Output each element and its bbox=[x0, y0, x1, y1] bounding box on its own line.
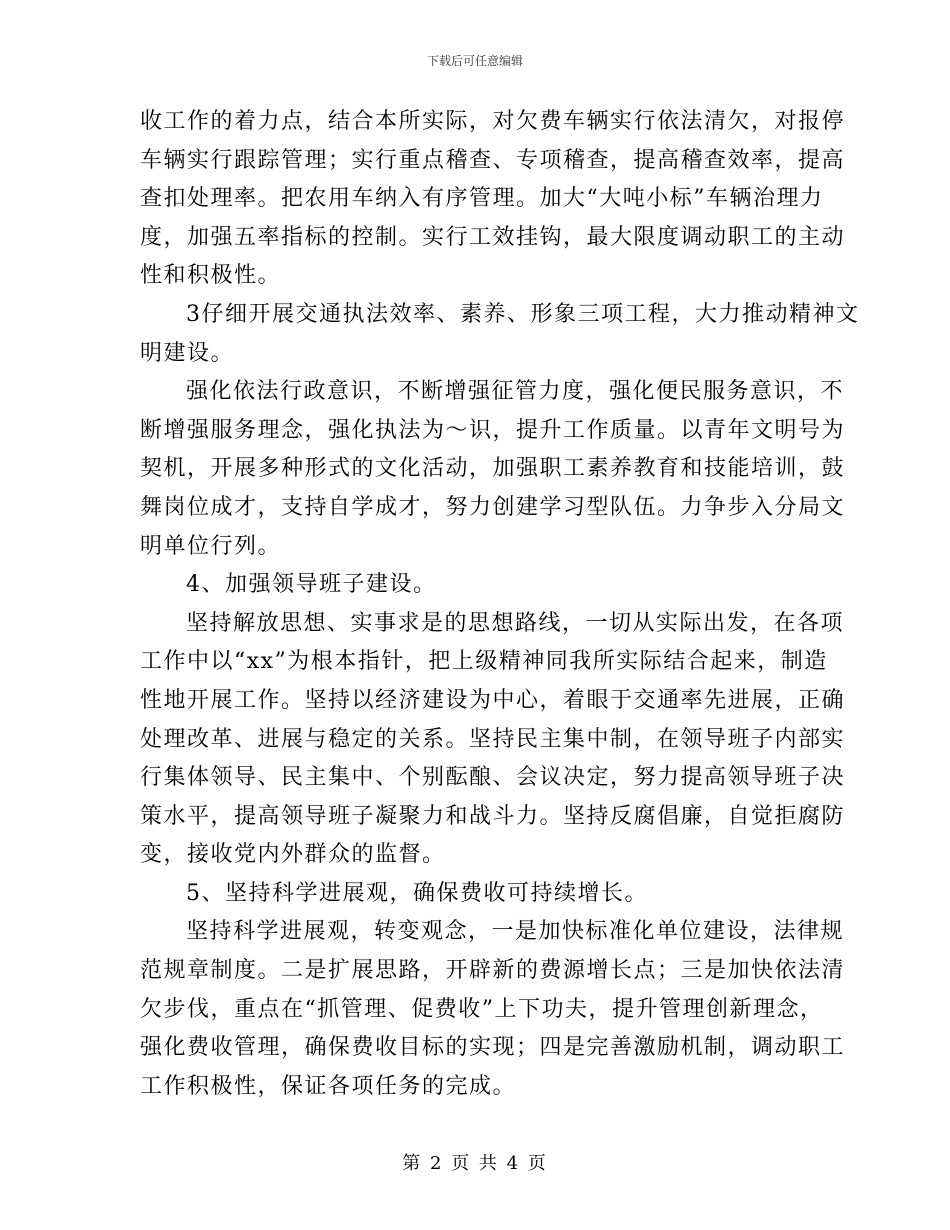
text-line: 车辆实行跟踪管理；实行重点稽查、专项稽查，提高稽查效率，提高 bbox=[140, 147, 846, 173]
paragraph bbox=[140, 566, 812, 605]
header-note: 下载后可任意编辑 bbox=[426, 54, 523, 68]
text-line: 坚持科学进展观，转变观念，一是加快标准化单位建设，法律规 bbox=[186, 919, 845, 945]
paragraph bbox=[140, 373, 846, 566]
text-line: 4、加强领导班子建设。 bbox=[186, 572, 437, 598]
text-line: 舞岗位成才，支持自学成才，努力创建学习型队伍。力争步入分局文 bbox=[140, 494, 846, 520]
text-line: 性地开展工作。坚持以经济建设为中心，着眼于交通率先进展，正确 bbox=[140, 687, 846, 713]
text-line: 行集体领导、民主集中、个别酝酿、会议决定，努力提高领导班子决 bbox=[140, 765, 846, 791]
text-line: 工作中以“xx”为根本指针，把上级精神同我所实际结合起来，制造 bbox=[140, 649, 828, 675]
text-line: 度，加强五率指标的控制。实行工效挂钩，最大限度调动职工的主动 bbox=[140, 224, 846, 250]
text-line: 收工作的着力点，结合本所实际，对欠费车辆实行依法清欠，对报停 bbox=[140, 109, 846, 134]
paragraph bbox=[140, 605, 846, 875]
text-line: 范规章制度。二是扩展思路，开辟新的费源增长点；三是加快依法清 bbox=[140, 958, 846, 984]
paragraph bbox=[140, 913, 846, 1106]
text-line: 处理改革、进展与稳定的关系。坚持民主集中制，在领导班子内部实 bbox=[140, 726, 846, 752]
text-line: 坚持解放思想、实事求是的思想路线，一切从实际出发，在各项 bbox=[186, 610, 845, 636]
text-line: 强化依法行政意识，不断增强征管力度，强化便民服务意识，不 bbox=[186, 379, 845, 405]
text-line: 工作积极性，保证各项任务的完成。 bbox=[140, 1073, 517, 1099]
text-line: 欠步伐，重点在“抓管理、促费收”上下功夫，提升管理创新理念， bbox=[140, 996, 824, 1022]
page-number: 第 2 页 共 4 页 bbox=[402, 1153, 548, 1174]
text-line: 变，接收党内外群众的监督。 bbox=[140, 842, 446, 868]
text-line: 明单位行列。 bbox=[140, 533, 282, 559]
text-line: 断增强服务理念，强化执法为～识，提升工作质量。以青年文明号为 bbox=[140, 417, 846, 443]
paragraph bbox=[140, 103, 846, 296]
text-line: 策水平，提高领导班子凝聚力和战斗力。坚持反腐倡廉，自觉拒腐防 bbox=[140, 803, 846, 829]
text-line: 明建设。 bbox=[140, 340, 235, 366]
paragraph bbox=[140, 296, 860, 373]
text-line: 性和积极性。 bbox=[140, 263, 282, 289]
text-line: 3仔细开展交通执法效率、素养、形象三项工程，大力推动精神文 bbox=[186, 301, 860, 327]
document-body bbox=[140, 103, 860, 1106]
text-line: 5、坚持科学进展观，确保费收可持续增长。 bbox=[186, 880, 648, 906]
text-line: 强化费收管理，确保费收目标的实现；四是完善激励机制，调动职工 bbox=[140, 1035, 846, 1061]
paragraph bbox=[140, 875, 812, 914]
text-line: 契机，开展多种形式的文化活动，加强职工素养教育和技能培训，鼓 bbox=[140, 456, 846, 482]
text-line: 查扣处理率。把农用车纳入有序管理。加大“大吨小标”车辆治理力 bbox=[140, 186, 824, 212]
